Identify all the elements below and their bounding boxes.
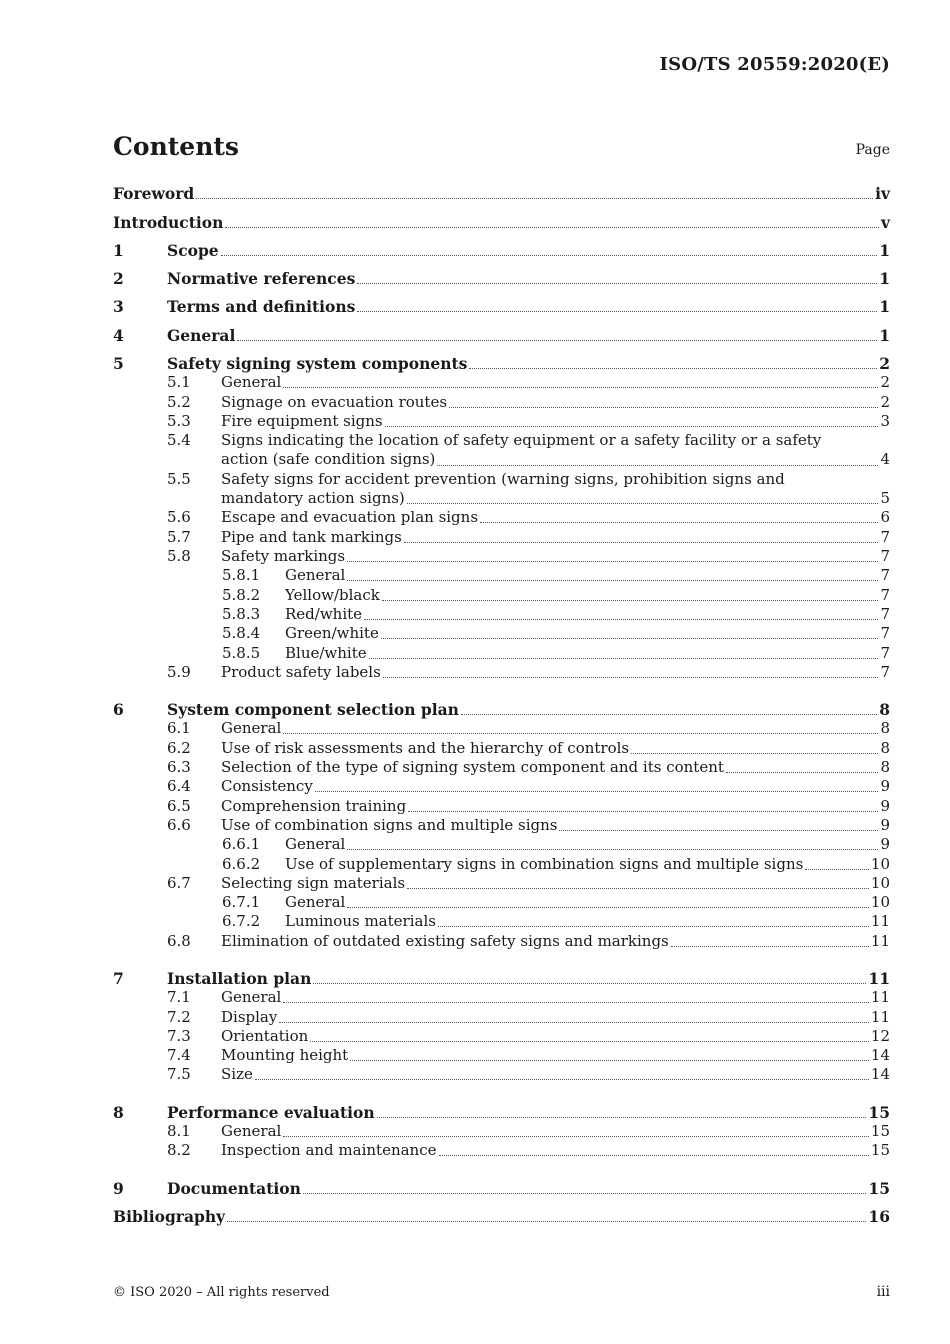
toc-leader-dots <box>347 906 869 908</box>
toc-entry[interactable] <box>113 547 890 566</box>
toc-entry-title: Safety signs for accident prevention (warning signs, prohibition signs and <box>221 469 785 488</box>
toc-entry-page: 2 <box>879 354 890 374</box>
toc-entry-title: Scope <box>167 240 219 260</box>
toc-entry[interactable] <box>113 605 890 624</box>
toc-entry-title: Product safety labels <box>221 662 381 681</box>
toc-entry-page: 7 <box>880 604 890 623</box>
toc-entry-title: Terms and definitions <box>167 297 356 317</box>
toc-entry-page: 12 <box>870 1026 890 1045</box>
toc-entry-page: 7 <box>880 624 890 643</box>
toc-entry[interactable] <box>113 1122 890 1141</box>
toc-entry-title: Green/white <box>285 624 379 643</box>
toc-leader-dots <box>369 657 879 659</box>
toc-leader-dots <box>196 197 873 199</box>
toc-entry-page: 8 <box>880 719 890 738</box>
toc-entry-number: 5.3 <box>167 411 191 430</box>
toc-leader-dots <box>377 1116 867 1118</box>
toc-entry-title: Documentation <box>167 1178 301 1198</box>
toc-entry-number: 6.7.1 <box>222 893 261 912</box>
toc-entry-title: Escape and evacuation plan signs <box>221 508 479 527</box>
toc-entry[interactable] <box>113 288 890 316</box>
toc-entry-number: 6.5 <box>167 796 191 815</box>
toc-leader-dots <box>381 637 879 639</box>
toc-entry-title: Use of combination signs and multiple signs <box>221 815 558 834</box>
toc-leader-dots <box>404 541 879 543</box>
toc-entry[interactable] <box>113 1027 890 1046</box>
toc-entry-number: 6.7.2 <box>222 912 261 931</box>
toc-leader-dots <box>357 282 877 284</box>
toc-entry-number: 6.6 <box>167 815 191 834</box>
toc-entry[interactable] <box>113 835 890 854</box>
toc-entry[interactable] <box>113 874 890 893</box>
toc-entry[interactable] <box>113 758 890 777</box>
toc-entry-page: 10 <box>870 854 890 873</box>
toc-entry-title: General <box>285 566 346 585</box>
toc-entry-title: General <box>285 893 346 912</box>
toc-leader-dots <box>283 1001 869 1003</box>
toc-leader-dots <box>364 618 878 620</box>
toc-entry-title: Pipe and tank markings <box>221 527 402 546</box>
toc-entry-number: 8 <box>113 1102 124 1122</box>
toc-entry[interactable] <box>113 893 890 912</box>
toc-entry[interactable] <box>113 260 890 288</box>
toc-entry-page: 15 <box>868 1178 890 1198</box>
toc-entry-number: 5.8.4 <box>222 624 261 643</box>
toc-leader-dots <box>439 1154 869 1156</box>
toc-entry-title-continued: mandatory action signs) <box>221 488 405 507</box>
toc-entry-title: General <box>221 719 282 738</box>
toc-entry-title: Signs indicating the location of safety equipment or a safety facility or a safety <box>221 430 822 449</box>
toc-leader-dots <box>407 502 879 504</box>
toc-entry[interactable] <box>113 960 890 988</box>
table-of-contents <box>113 184 890 1226</box>
toc-entry[interactable] <box>113 470 890 509</box>
toc-entry-number: 6.6.2 <box>222 854 261 873</box>
toc-entry-number: 6.6.1 <box>222 835 261 854</box>
toc-entry-page: 15 <box>870 1141 890 1160</box>
toc-entry-number: 8.2 <box>167 1141 191 1160</box>
toc-entry-number: 6.2 <box>167 738 191 757</box>
toc-entry[interactable] <box>113 1046 890 1065</box>
toc-entry[interactable] <box>113 1007 890 1026</box>
page-column-label: Page <box>855 142 890 158</box>
toc-entry-title: Selection of the type of signing system component and its content <box>221 758 724 777</box>
toc-entry-title: General <box>221 373 282 392</box>
toc-entry-page: 3 <box>880 411 890 430</box>
toc-entry[interactable] <box>113 719 890 738</box>
toc-entry[interactable] <box>113 854 890 873</box>
toc-entry[interactable] <box>113 624 890 643</box>
toc-leader-dots <box>559 829 878 831</box>
toc-leader-dots <box>350 1059 869 1061</box>
toc-leader-dots <box>255 1078 869 1080</box>
toc-entry-number: 5.4 <box>167 430 191 449</box>
toc-entry-number: 5.8.2 <box>222 585 261 604</box>
toc-leader-dots <box>227 1220 866 1222</box>
toc-leader-dots <box>347 848 878 850</box>
toc-entry-page: 11 <box>870 931 890 950</box>
toc-leader-dots <box>357 310 877 312</box>
toc-leader-dots <box>461 713 877 715</box>
toc-leader-dots <box>408 810 878 812</box>
toc-entry-page: 11 <box>870 1007 890 1026</box>
toc-entry-title: Introduction <box>113 212 224 232</box>
toc-entry[interactable] <box>113 412 890 431</box>
toc-entry-page: 11 <box>870 988 890 1007</box>
toc-entry-title: Safety markings <box>221 547 346 566</box>
toc-entry-number: 9 <box>113 1178 124 1198</box>
toc-leader-dots <box>480 521 878 523</box>
toc-entry-title: Performance evaluation <box>167 1102 375 1122</box>
toc-leader-dots <box>438 925 869 927</box>
toc-entry-number: 5.8.5 <box>222 643 261 662</box>
toc-entry-title: Selecting sign materials <box>221 873 406 892</box>
toc-entry-title: Yellow/black <box>285 585 380 604</box>
toc-leader-dots <box>313 982 866 984</box>
toc-entry-page: 1 <box>879 240 890 260</box>
toc-entry-page: 9 <box>880 835 890 854</box>
toc-leader-dots <box>437 464 878 466</box>
toc-leader-dots <box>347 579 878 581</box>
toc-entry[interactable] <box>113 345 890 373</box>
toc-leader-dots <box>469 367 877 369</box>
toc-entry[interactable] <box>113 392 890 411</box>
toc-entry-number: 7 <box>113 968 124 988</box>
toc-entry-title: Mounting height <box>221 1046 349 1065</box>
toc-entry-page: 10 <box>870 893 890 912</box>
toc-entry[interactable] <box>113 1198 890 1226</box>
toc-entry-number: 5.8 <box>167 547 191 566</box>
toc-entry-title: Fire equipment signs <box>221 411 383 430</box>
toc-leader-dots <box>283 732 878 734</box>
toc-entry-page: 7 <box>880 547 890 566</box>
toc-entry-title: Normative references <box>167 269 356 289</box>
toc-entry-page: 10 <box>870 873 890 892</box>
toc-entry[interactable] <box>113 643 890 662</box>
toc-entry-number: 1 <box>113 240 124 260</box>
toc-entry[interactable] <box>113 691 890 719</box>
toc-entry-number: 5.7 <box>167 527 191 546</box>
toc-leader-dots <box>385 425 879 427</box>
toc-entry[interactable] <box>113 373 890 392</box>
toc-leader-dots <box>726 771 879 773</box>
toc-entry[interactable] <box>113 663 890 682</box>
toc-leader-dots <box>805 868 869 870</box>
toc-entry-number: 5.8.3 <box>222 604 261 623</box>
toc-entry-page: 4 <box>880 450 890 469</box>
toc-leader-dots <box>310 1040 869 1042</box>
toc-entry-title: Red/white <box>285 604 363 623</box>
toc-entry-page: 9 <box>880 815 890 834</box>
toc-entry-page: 8 <box>880 758 890 777</box>
toc-leader-dots <box>449 406 878 408</box>
toc-entry-number: 7.5 <box>167 1065 191 1084</box>
toc-leader-dots <box>631 752 878 754</box>
toc-entry-title: Use of risk assessments and the hierarchy of controls <box>221 738 630 757</box>
toc-entry-page: 7 <box>880 662 890 681</box>
toc-entry-number: 2 <box>113 269 124 289</box>
toc-entry-title: Foreword <box>113 184 195 204</box>
toc-entry[interactable] <box>113 931 890 950</box>
toc-entry-number: 5.6 <box>167 508 191 527</box>
toc-entry[interactable] <box>113 585 890 604</box>
toc-entry-page: 15 <box>868 1102 890 1122</box>
toc-leader-dots <box>221 254 878 256</box>
toc-leader-dots <box>671 945 869 947</box>
toc-entry-number: 3 <box>113 297 124 317</box>
toc-entry-number: 6.4 <box>167 777 191 796</box>
toc-entry-title-continued: action (safe condition signs) <box>221 450 436 469</box>
toc-entry[interactable] <box>113 431 890 470</box>
toc-entry-number: 7.1 <box>167 988 191 1007</box>
toc-entry[interactable] <box>113 988 890 1007</box>
toc-entry[interactable] <box>113 316 890 344</box>
toc-entry-page: 14 <box>870 1046 890 1065</box>
toc-entry-title: General <box>221 988 282 1007</box>
toc-entry-number: 7.4 <box>167 1046 191 1065</box>
toc-entry[interactable] <box>113 527 890 546</box>
toc-entry[interactable] <box>113 232 890 260</box>
toc-leader-dots <box>315 790 879 792</box>
toc-entry-page: 7 <box>880 566 890 585</box>
toc-leader-dots <box>225 226 879 228</box>
toc-entry-page: 11 <box>868 968 890 988</box>
toc-entry[interactable] <box>113 1065 890 1084</box>
toc-entry-page: 9 <box>880 796 890 815</box>
toc-entry-page: 5 <box>880 488 890 507</box>
toc-entry-title: Safety signing system components <box>167 354 468 374</box>
toc-entry-number: 5.1 <box>167 373 191 392</box>
toc-entry[interactable] <box>113 816 890 835</box>
toc-entry-number: 6.8 <box>167 931 191 950</box>
toc-entry-number: 8.1 <box>167 1122 191 1141</box>
toc-entry-title: Signage on evacuation routes <box>221 392 448 411</box>
toc-entry[interactable] <box>113 1169 890 1197</box>
toc-entry-number: 6.3 <box>167 758 191 777</box>
toc-entry-number: 6.1 <box>167 719 191 738</box>
toc-entry-number: 5 <box>113 354 124 374</box>
toc-entry-title: Consistency <box>221 777 313 796</box>
toc-entry[interactable] <box>113 203 890 231</box>
toc-entry[interactable] <box>113 1141 890 1160</box>
document-id: ISO/TS 20559:2020(E) <box>659 54 890 75</box>
toc-entry-title: Installation plan <box>167 968 312 988</box>
toc-entry-number: 7.2 <box>167 1007 191 1026</box>
toc-leader-dots <box>382 599 879 601</box>
toc-entry-page: 1 <box>879 297 890 317</box>
toc-entry-number: 4 <box>113 325 124 345</box>
toc-entry-page: 7 <box>880 643 890 662</box>
toc-entry-title: Orientation <box>221 1026 309 1045</box>
toc-entry-page: 6 <box>880 508 890 527</box>
toc-entry[interactable] <box>113 1093 890 1121</box>
toc-entry-page: 7 <box>880 527 890 546</box>
toc-leader-dots <box>383 676 879 678</box>
toc-entry-page: 7 <box>880 585 890 604</box>
toc-entry-number: 7.3 <box>167 1026 191 1045</box>
toc-entry[interactable] <box>113 184 890 203</box>
toc-entry-title: Luminous materials <box>285 912 436 931</box>
toc-entry-title: General <box>285 835 346 854</box>
toc-entry-page: 14 <box>870 1065 890 1084</box>
toc-entry-title: Display <box>221 1007 278 1026</box>
toc-leader-dots <box>407 887 869 889</box>
toc-entry-title: General <box>221 1122 282 1141</box>
toc-entry-title: Elimination of outdated existing safety signs and markings <box>221 931 669 950</box>
toc-entry[interactable] <box>113 777 890 796</box>
toc-entry-page: 8 <box>879 700 890 720</box>
toc-entry-title: General <box>167 325 236 345</box>
toc-leader-dots <box>279 1021 869 1023</box>
toc-entry-page: iv <box>875 184 890 204</box>
toc-entry[interactable] <box>113 508 890 527</box>
toc-entry-number: 6 <box>113 700 124 720</box>
toc-entry-page: 1 <box>879 325 890 345</box>
toc-entry-page: 9 <box>880 777 890 796</box>
copyright-notice: © ISO 2020 – All rights reserved <box>113 1285 330 1300</box>
toc-entry-page: 8 <box>880 738 890 757</box>
toc-entry-page: 2 <box>880 392 890 411</box>
toc-entry-number: 5.5 <box>167 469 191 488</box>
toc-leader-dots <box>283 1135 869 1137</box>
toc-entry[interactable] <box>113 566 890 585</box>
toc-entry-title: Inspection and maintenance <box>221 1141 437 1160</box>
toc-entry-title: System component selection plan <box>167 700 459 720</box>
toc-entry-title: Size <box>221 1065 253 1084</box>
toc-leader-dots <box>303 1192 867 1194</box>
toc-entry-number: 5.2 <box>167 392 191 411</box>
toc-leader-dots <box>237 339 877 341</box>
page-number: iii <box>876 1284 890 1300</box>
toc-entry-number: 5.9 <box>167 662 191 681</box>
toc-entry-title: Bibliography <box>113 1206 226 1226</box>
toc-entry[interactable] <box>113 796 890 815</box>
toc-entry-title: Use of supplementary signs in combination signs and multiple signs <box>285 854 804 873</box>
toc-entry-title: Blue/white <box>285 643 367 662</box>
toc-leader-dots <box>347 560 878 562</box>
toc-entry-title: Comprehension training <box>221 796 407 815</box>
toc-entry-page: 11 <box>870 912 890 931</box>
toc-entry-number: 5.8.1 <box>222 566 261 585</box>
toc-entry-number: 6.7 <box>167 873 191 892</box>
contents-title: Contents <box>113 132 240 161</box>
toc-leader-dots <box>283 386 878 388</box>
toc-entry-page: 16 <box>868 1206 890 1226</box>
toc-entry-page: 1 <box>879 269 890 289</box>
toc-entry[interactable] <box>113 912 890 931</box>
toc-entry-page: 15 <box>870 1122 890 1141</box>
toc-entry[interactable] <box>113 738 890 757</box>
toc-entry-page: v <box>880 212 890 232</box>
toc-entry-page: 2 <box>880 373 890 392</box>
